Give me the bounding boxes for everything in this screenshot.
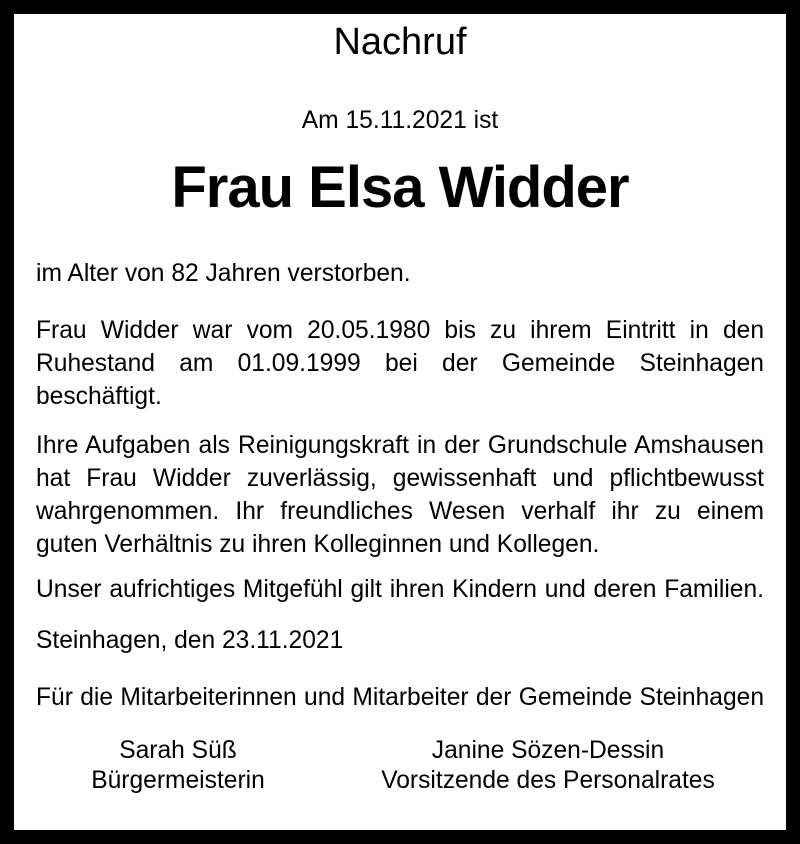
signer-title: Bürgermeisterin <box>91 767 265 794</box>
paragraph-line: Unser aufrichtiges Mitgefühl gilt ihren Kindern und deren Familien. <box>36 576 764 603</box>
death-date-line: Am 15.11.2021 ist <box>301 107 499 134</box>
paragraph-age <box>36 257 764 290</box>
paragraph-employment <box>36 314 764 413</box>
notice-type-heading: Nachruf <box>333 21 467 63</box>
paragraph-line: Frau Widder war vom 20.05.1980 bis zu ihrem Eintritt in den <box>36 317 764 344</box>
paragraph-condolence <box>36 573 764 606</box>
paragraph-line: wahrgenommen. Ihr freundliches Wesen verhalf ihr zu einem <box>36 498 764 525</box>
paragraph-line: Ruhestand am 01.09.1999 bei der Gemeinde Steinhagen <box>36 350 764 377</box>
closing-line: Für die Mitarbeiterinnen und Mitarbeiter der Gemeinde Steinhagen <box>36 684 764 711</box>
signer-name: Sarah Süß <box>119 737 237 764</box>
paragraph-duties <box>36 429 764 561</box>
signer-name: Janine Sözen-Dessin <box>431 737 665 764</box>
paragraph-line: hat Frau Widder zuverlässig, gewissenhaft und pflichtbewusst <box>36 465 764 492</box>
signer-title: Vorsitzende des Personalrates <box>381 767 715 794</box>
signatures-row <box>36 736 764 796</box>
dateline: Steinhagen, den 23.11.2021 <box>36 627 344 654</box>
signature-left <box>43 736 313 796</box>
paragraph-line: beschäftigt. <box>36 383 162 410</box>
signature-right <box>343 736 753 796</box>
paragraph-line: guten Verhältnis zu ihren Kolleginnen und Kollegen. <box>36 531 600 558</box>
paragraph-line: im Alter von 82 Jahren verstorben. <box>36 260 411 287</box>
paragraph-line: Ihre Aufgaben als Reinigungskraft in der Grundschule Amshausen <box>36 432 764 459</box>
deceased-name: Frau Elsa Widder <box>171 155 629 220</box>
